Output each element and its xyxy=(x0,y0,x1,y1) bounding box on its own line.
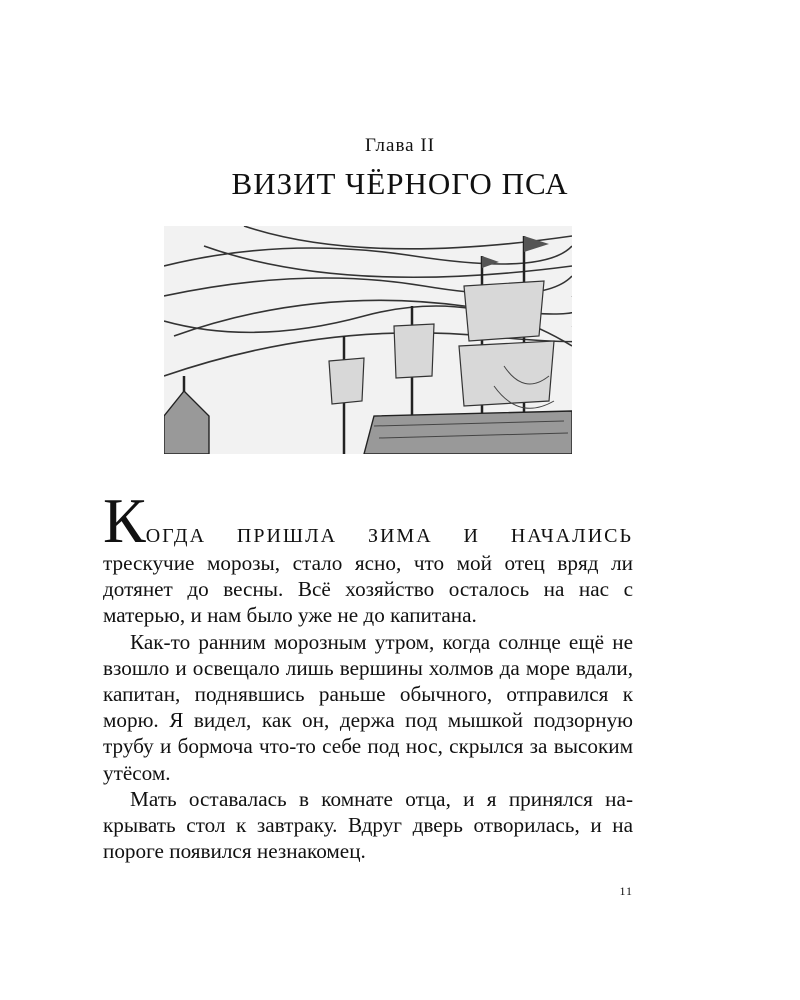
ship-illustration xyxy=(164,226,572,454)
chapter-title: ВИЗИТ ЧЁРНОГО ПСА xyxy=(231,166,569,201)
chapter-label: Глава II xyxy=(364,135,436,156)
first-line xyxy=(103,485,633,556)
paragraph-1 xyxy=(103,485,633,629)
paragraph-2: Как-то ранним морозным утром, когда солнце ещё не взошло и освещало лишь вершины холмов да море вдали, капитан, поднявшись раньше обычного, отправился к морю. Я видел, как он, держа под мышкой подзорную трубу и бормоча что-то себе под нос, скрылся за высоким утёсом. xyxy=(103,629,633,785)
paragraph-3: Мать оставалась в комнате отца, и я принялся накрывать стол к завтраку. Вдруг дверь отворилась, и на пороге появился незнакомец. xyxy=(103,786,633,864)
drop-cap: К xyxy=(103,485,146,556)
chapter-text xyxy=(103,485,633,864)
ship-sketch-icon xyxy=(164,226,572,454)
small-caps-opening: ОГДА ПРИШЛА ЗИМА И НАЧАЛИСЬ xyxy=(145,525,633,547)
page-number: 11 xyxy=(619,884,633,898)
paragraph-1-rest: трескучие морозы, стало ясно, что мой отец вряд ли дотянет до весны. Всё хозяйство осталось на нас с матерью, и нам было уже не до капитана. xyxy=(103,551,633,628)
